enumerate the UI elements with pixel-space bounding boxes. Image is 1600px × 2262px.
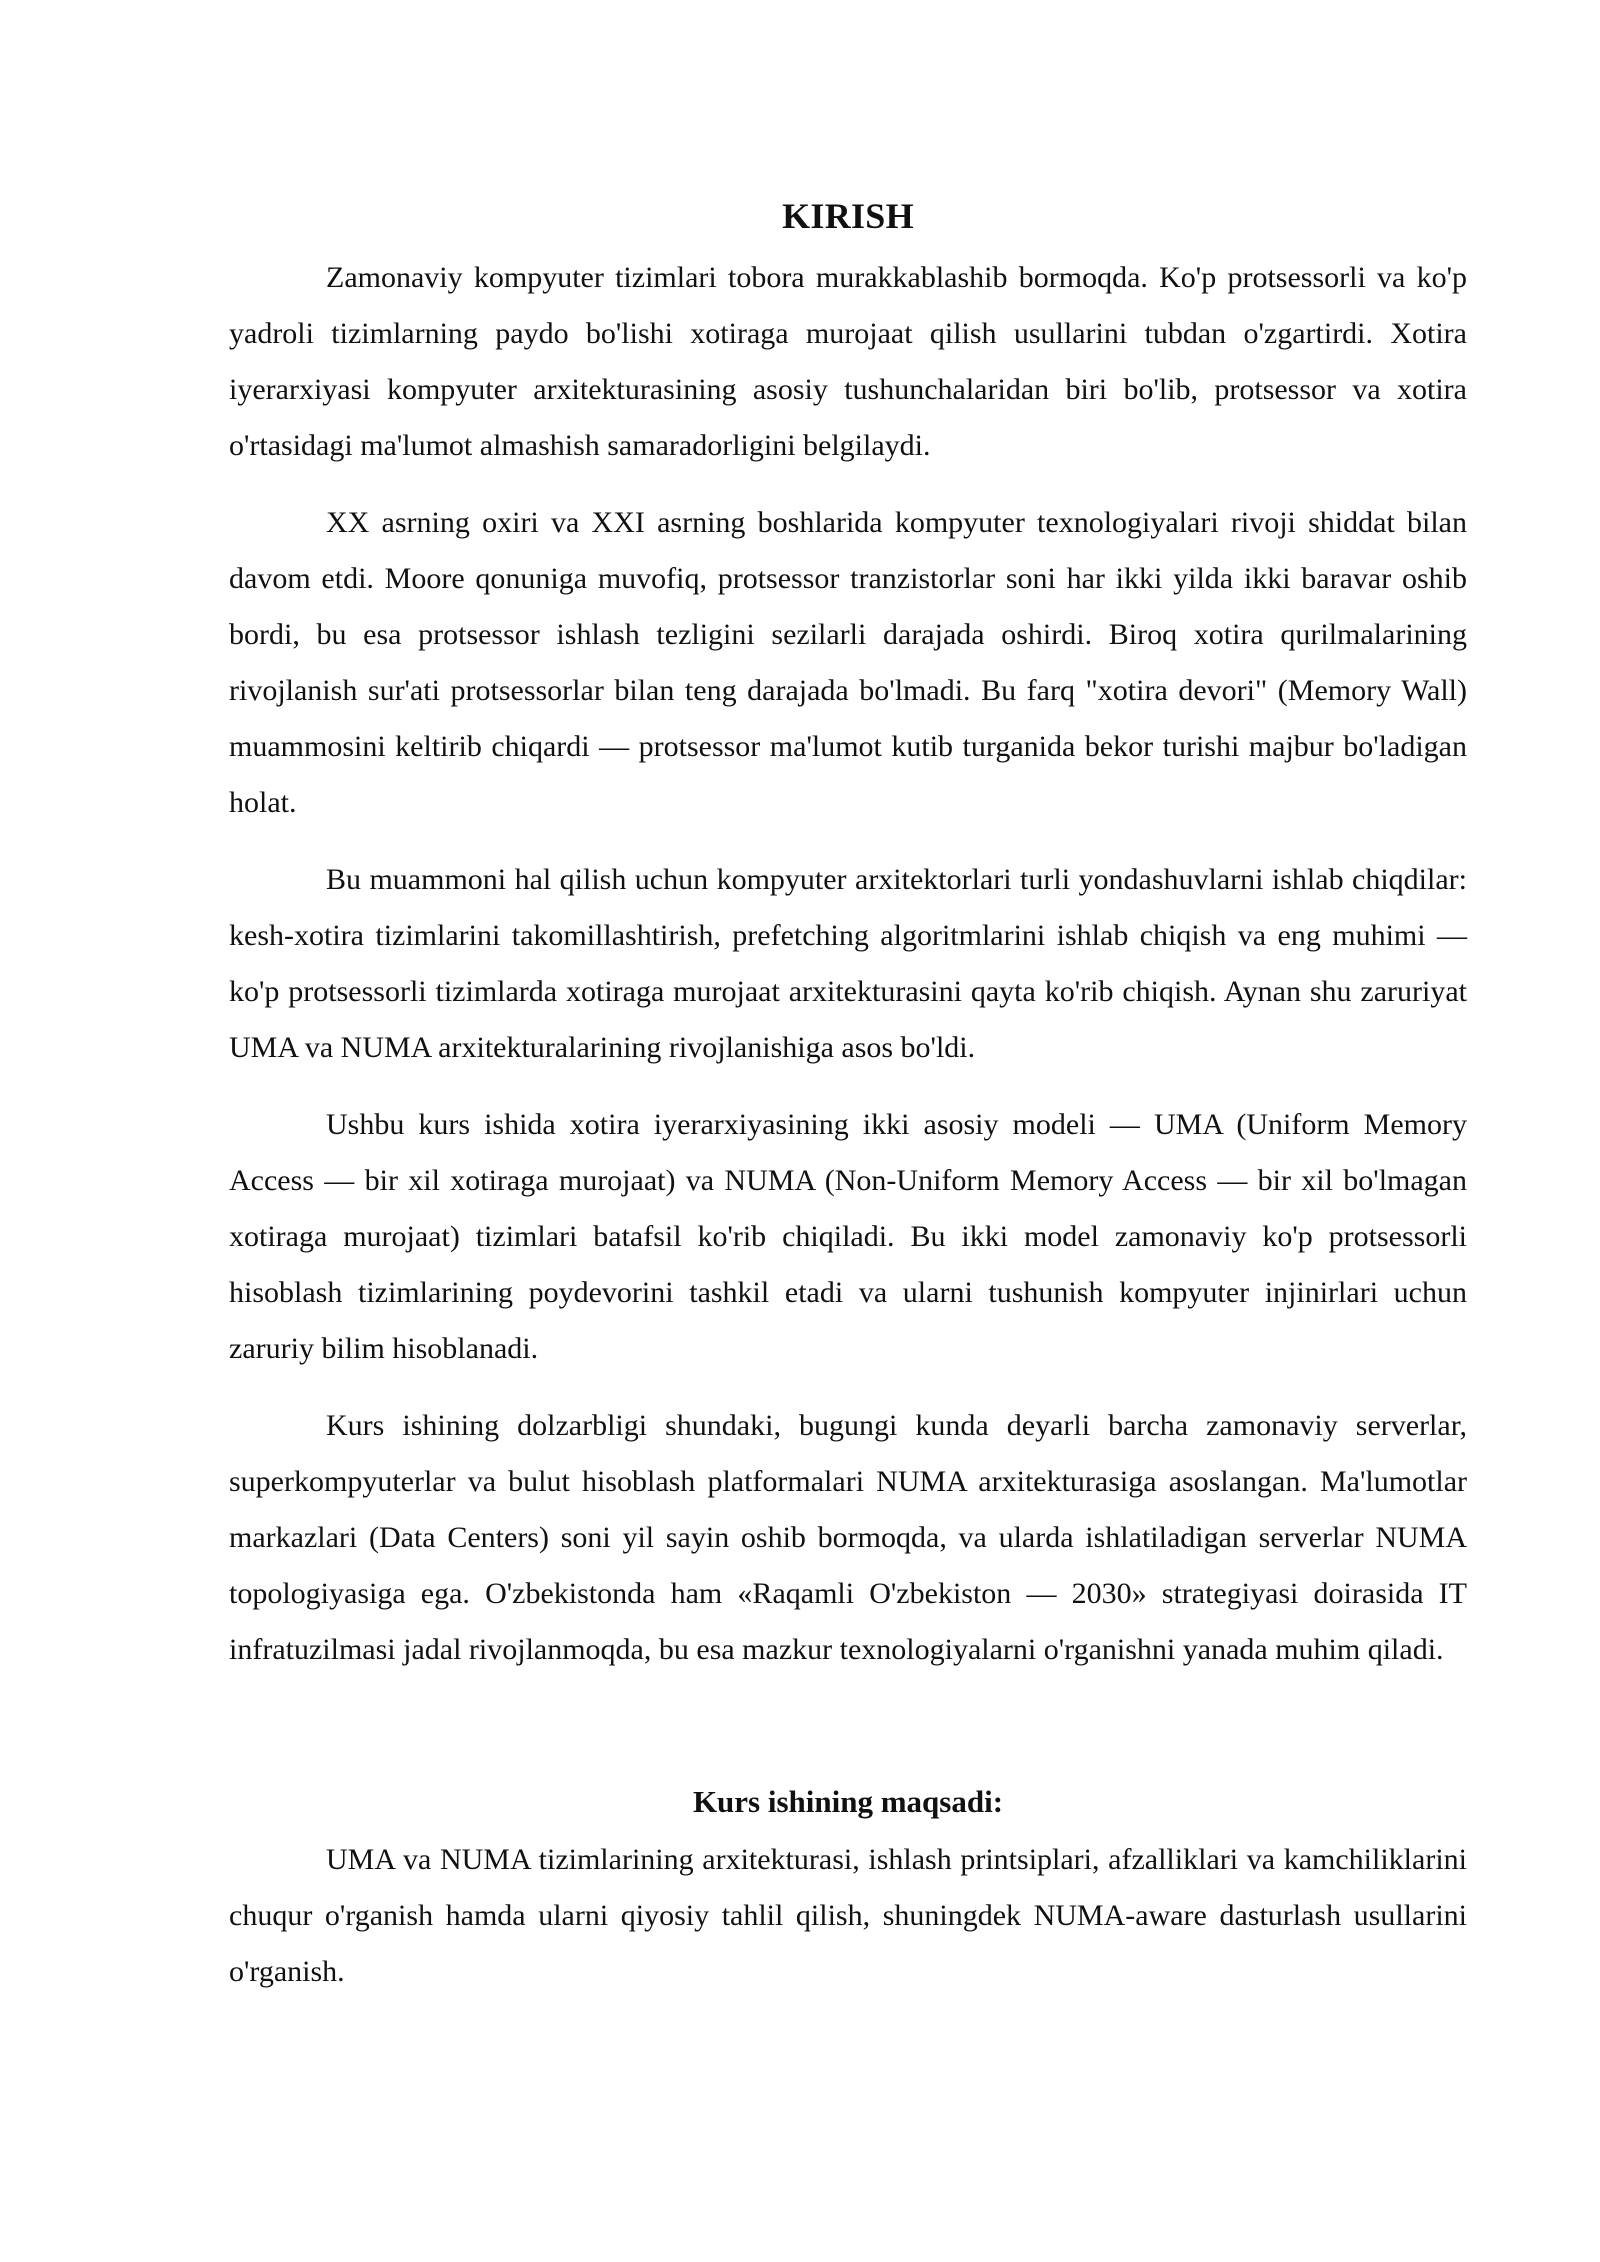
section-title: KIRISH: [782, 196, 914, 236]
goal-paragraph: UMA va NUMA tizimlarining arxitekturasi, ishlash printsiplari, afzalliklari va kamchiliklarini chuqur o'rganish hamda ularni qiyosiy tahlil qilish, shuningdek NUMA-aware dasturlash usullarini o'rganish.: [229, 1843, 1467, 1988]
intro-paragraph-3: Bu muammoni hal qilish uchun kompyuter arxitektorlari turli yondashuvlarni ishlab chiqdilar: kesh-xotira tizimlarini takomillashtirish, prefetching algoritmlarini ishlab chiqish va eng muhimi — ko'p protsessorli tizimlarda xotiraga murojaat arxitekturasini qayta ko'rib chiqish. Aynan shu zaruriyat UMA va NUMA arxitekturalarining rivojlanishiga asos bo'ldi.: [229, 863, 1467, 1064]
goal-heading: Kurs ishining maqsadi:: [692, 1784, 1004, 1819]
intro-paragraph-1: Zamonaviy kompyuter tizimlari tobora murakkablashib bormoqda. Ko'p protsessorli va ko'p yadroli tizimlarning paydo bo'lishi xotiraga murojaat qilish usullarini tubdan o'zgartirdi. Xotira iyerarxiyasi kompyuter arxitekturasining asosiy tushunchalaridan biri bo'lib, protsessor va xotira o'rtasidagi ma'lumot almashish samaradorligini belgilaydi.: [229, 261, 1467, 462]
page-content: [229, 190, 1467, 2021]
intro-paragraph-5: Kurs ishining dolzarbligi shundaki, bugungi kunda deyarli barcha zamonaviy serverlar, superkompyuterlar va bulut hisoblash platformalari NUMA arxitekturasiga asoslangan. Ma'lumotlar markazlari (Data Centers) soni yil sayin oshib bormoqda, va ularda ishlatiladigan serverlar NUMA topologiyasiga ega. O'zbekistonda ham «Raqamli O'zbekiston — 2030» strategiyasi doirasida IT infratuzilmasi jadal rivojlanmoqda, bu esa mazkur texnologiyalarni o'rganishni yanada muhim qiladi.: [229, 1409, 1467, 1666]
intro-paragraph-2: XX asrning oxiri va XXI asrning boshlarida kompyuter texnologiyalari rivoji shiddat bilan davom etdi. Moore qonuniga muvofiq, protsessor tranzistorlar soni har ikki yilda ikki baravar oshib bordi, bu esa protsessor ishlash tezligini sezilarli darajada oshirdi. Biroq xotira qurilmalarining rivojlanish sur'ati protsessorlar bilan teng darajada bo'lmadi. Bu farq "xotira devori" (Memory Wall) muammosini keltirib chiqardi — protsessor ma'lumot kutib turganida bekor turishi majbur bo'ladigan holat.: [229, 506, 1467, 819]
intro-paragraph-4: Ushbu kurs ishida xotira iyerarxiyasining ikki asosiy modeli — UMA (Uniform Memory Access — bir xil xotiraga murojaat) va NUMA (Non-Uniform Memory Access — bir xil bo'lmagan xotiraga murojaat) tizimlari batafsil ko'rib chiqiladi. Bu ikki model zamonaviy ko'p protsessorli hisoblash tizimlarining poydevorini tashkil etadi va ularni tushunish kompyuter injinirlari uchun zaruriy bilim hisoblanadi.: [229, 1108, 1467, 1365]
